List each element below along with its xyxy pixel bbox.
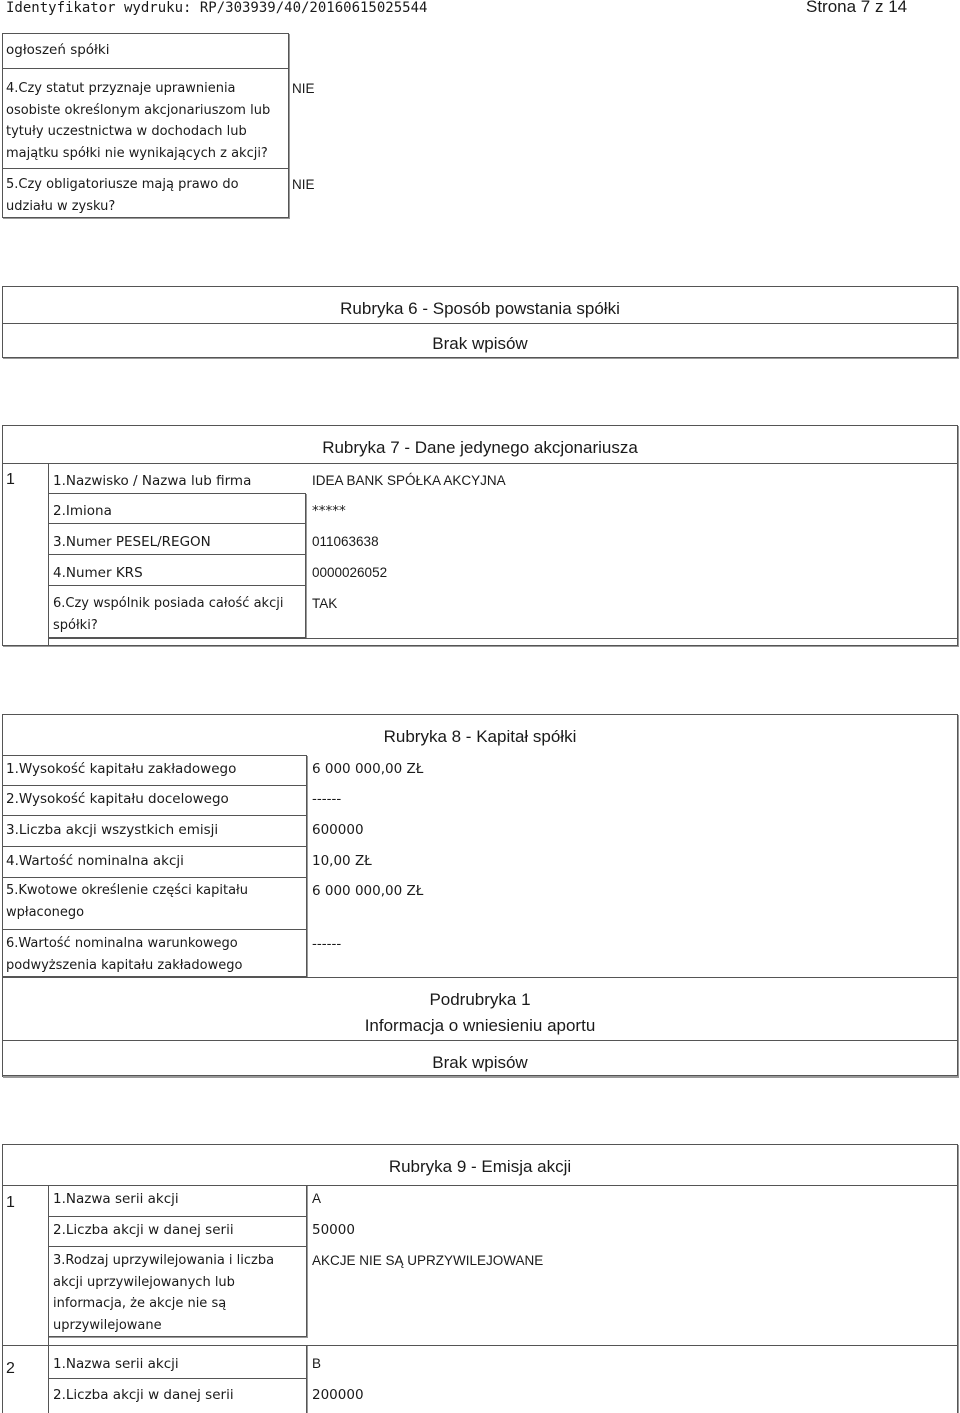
shares-count-value: 600000 — [312, 822, 364, 838]
print-identifier: Identyfikator wydruku: RP/303939/40/20160615025544 — [6, 0, 428, 16]
podrubryka1-empty: Brak wpisów — [432, 1053, 528, 1072]
series-name-value-2: B — [312, 1356, 322, 1371]
row-divider — [2, 68, 289, 69]
row5-label: 5.Czy obligatoriusze mają prawo do udziału w zysku? — [6, 177, 239, 214]
target-capital-value: ------ — [312, 791, 342, 807]
paid-capital-label: 5.Kwotowe określenie części kapitału wpłaconego — [6, 883, 248, 920]
full-ownership-label: 6.Czy wspólnik posiada całość akcji spółki? — [53, 596, 284, 633]
conditional-increase-label: 6.Wartość nominalna warunkowego podwyższenia kapitału zakładowego — [6, 936, 243, 973]
rubryka7-title: Rubryka 7 - Dane jedynego akcjonariusza — [322, 438, 638, 457]
podrubryka1-divider — [2, 1040, 958, 1041]
privilege-label: 3.Rodzaj uprzywilejowania i liczba akcji uprzywilejowanych lub informacja, że akcje nie są uprzywilejowane — [53, 1253, 275, 1333]
conditional-increase-value: ------ — [312, 936, 342, 952]
row4-value: NIE — [292, 81, 315, 96]
rubryka9-entry1-index: 1 — [6, 1194, 15, 1211]
rubryka6-title: Rubryka 6 - Sposób powstania spółki — [340, 299, 620, 318]
series-name-value: A — [312, 1191, 322, 1206]
first-names-value: ***** — [312, 503, 346, 519]
paid-capital-value: 6 000 000,00 ZŁ — [312, 883, 424, 899]
privilege-value: AKCJE NIE SĄ UPRZYWILEJOWANE — [312, 1253, 544, 1268]
row5-value: NIE — [292, 177, 315, 192]
row-divider — [48, 554, 306, 555]
row-divider — [48, 1378, 307, 1379]
row-divider — [48, 585, 306, 586]
row-divider — [2, 785, 307, 786]
rubryka6-divider — [2, 323, 958, 324]
target-capital-label: 2.Wysokość kapitału docelowego — [6, 791, 229, 807]
series-count-value-2: 200000 — [312, 1387, 364, 1403]
krs-value: 0000026052 — [312, 565, 388, 580]
row-divider — [2, 877, 307, 878]
pesel-regon-label: 3.Numer PESEL/REGON — [53, 534, 211, 550]
row4-label: 4.Czy statut przyznaje uprawnienia osobiste określonym akcjonariuszom lub tytuły uczestnictwa w dochodach lub majątku spółki nie wynikających z akcji? — [6, 81, 271, 161]
row-divider — [2, 815, 307, 816]
row-divider — [48, 523, 306, 524]
rubryka7-index: 1 — [6, 471, 15, 488]
shares-count-label: 3.Liczba akcji wszystkich emisji — [6, 822, 219, 838]
series-count-label-2: 2.Liczba akcji w danej serii — [53, 1387, 234, 1403]
rubryka8-title: Rubryka 8 - Kapitał spółki — [383, 727, 577, 746]
series-count-label: 2.Liczba akcji w danej serii — [53, 1222, 234, 1238]
podrubryka1-title: Podrubryka 1 — [429, 990, 531, 1009]
row0-label: ogłoszeń spółki — [6, 42, 110, 58]
nominal-value-label: 4.Wartość nominalna akcji — [6, 853, 184, 869]
series-name-label-2: 1.Nazwa serii akcji — [53, 1356, 179, 1372]
krs-label: 4.Numer KRS — [53, 565, 143, 581]
nominal-value-value: 10,00 ZŁ — [312, 853, 372, 869]
series-name-label: 1.Nazwa serii akcji — [53, 1191, 179, 1207]
share-capital-value: 6 000 000,00 ZŁ — [312, 761, 424, 777]
rubryka9-title: Rubryka 9 - Emisja akcji — [388, 1157, 572, 1176]
row-divider — [2, 929, 307, 930]
first-names-label: 2.Imiona — [53, 503, 112, 519]
page-number: Strona 7 z 14 — [806, 0, 908, 16]
shareholder-name-label: 1.Nazwisko / Nazwa lub firma — [53, 473, 252, 489]
share-capital-label: 1.Wysokość kapitału zakładowego — [6, 761, 237, 777]
rubryka9-entry2-index: 2 — [6, 1360, 15, 1377]
row-divider — [2, 846, 307, 847]
row-divider — [48, 1246, 307, 1247]
podrubryka1-subtitle: Informacja o wniesieniu aportu — [364, 1016, 596, 1035]
pesel-regon-value: 011063638 — [312, 534, 379, 549]
row-divider — [48, 1216, 307, 1217]
shareholder-name-value: IDEA BANK SPÓŁKA AKCYJNA — [312, 473, 506, 488]
series-count-value: 50000 — [312, 1222, 355, 1238]
row-divider — [48, 638, 958, 639]
full-ownership-value: TAK — [312, 596, 338, 611]
rubryka6-empty: Brak wpisów — [432, 334, 528, 353]
rubryka7-title-divider — [2, 463, 958, 464]
row-divider — [2, 168, 289, 169]
